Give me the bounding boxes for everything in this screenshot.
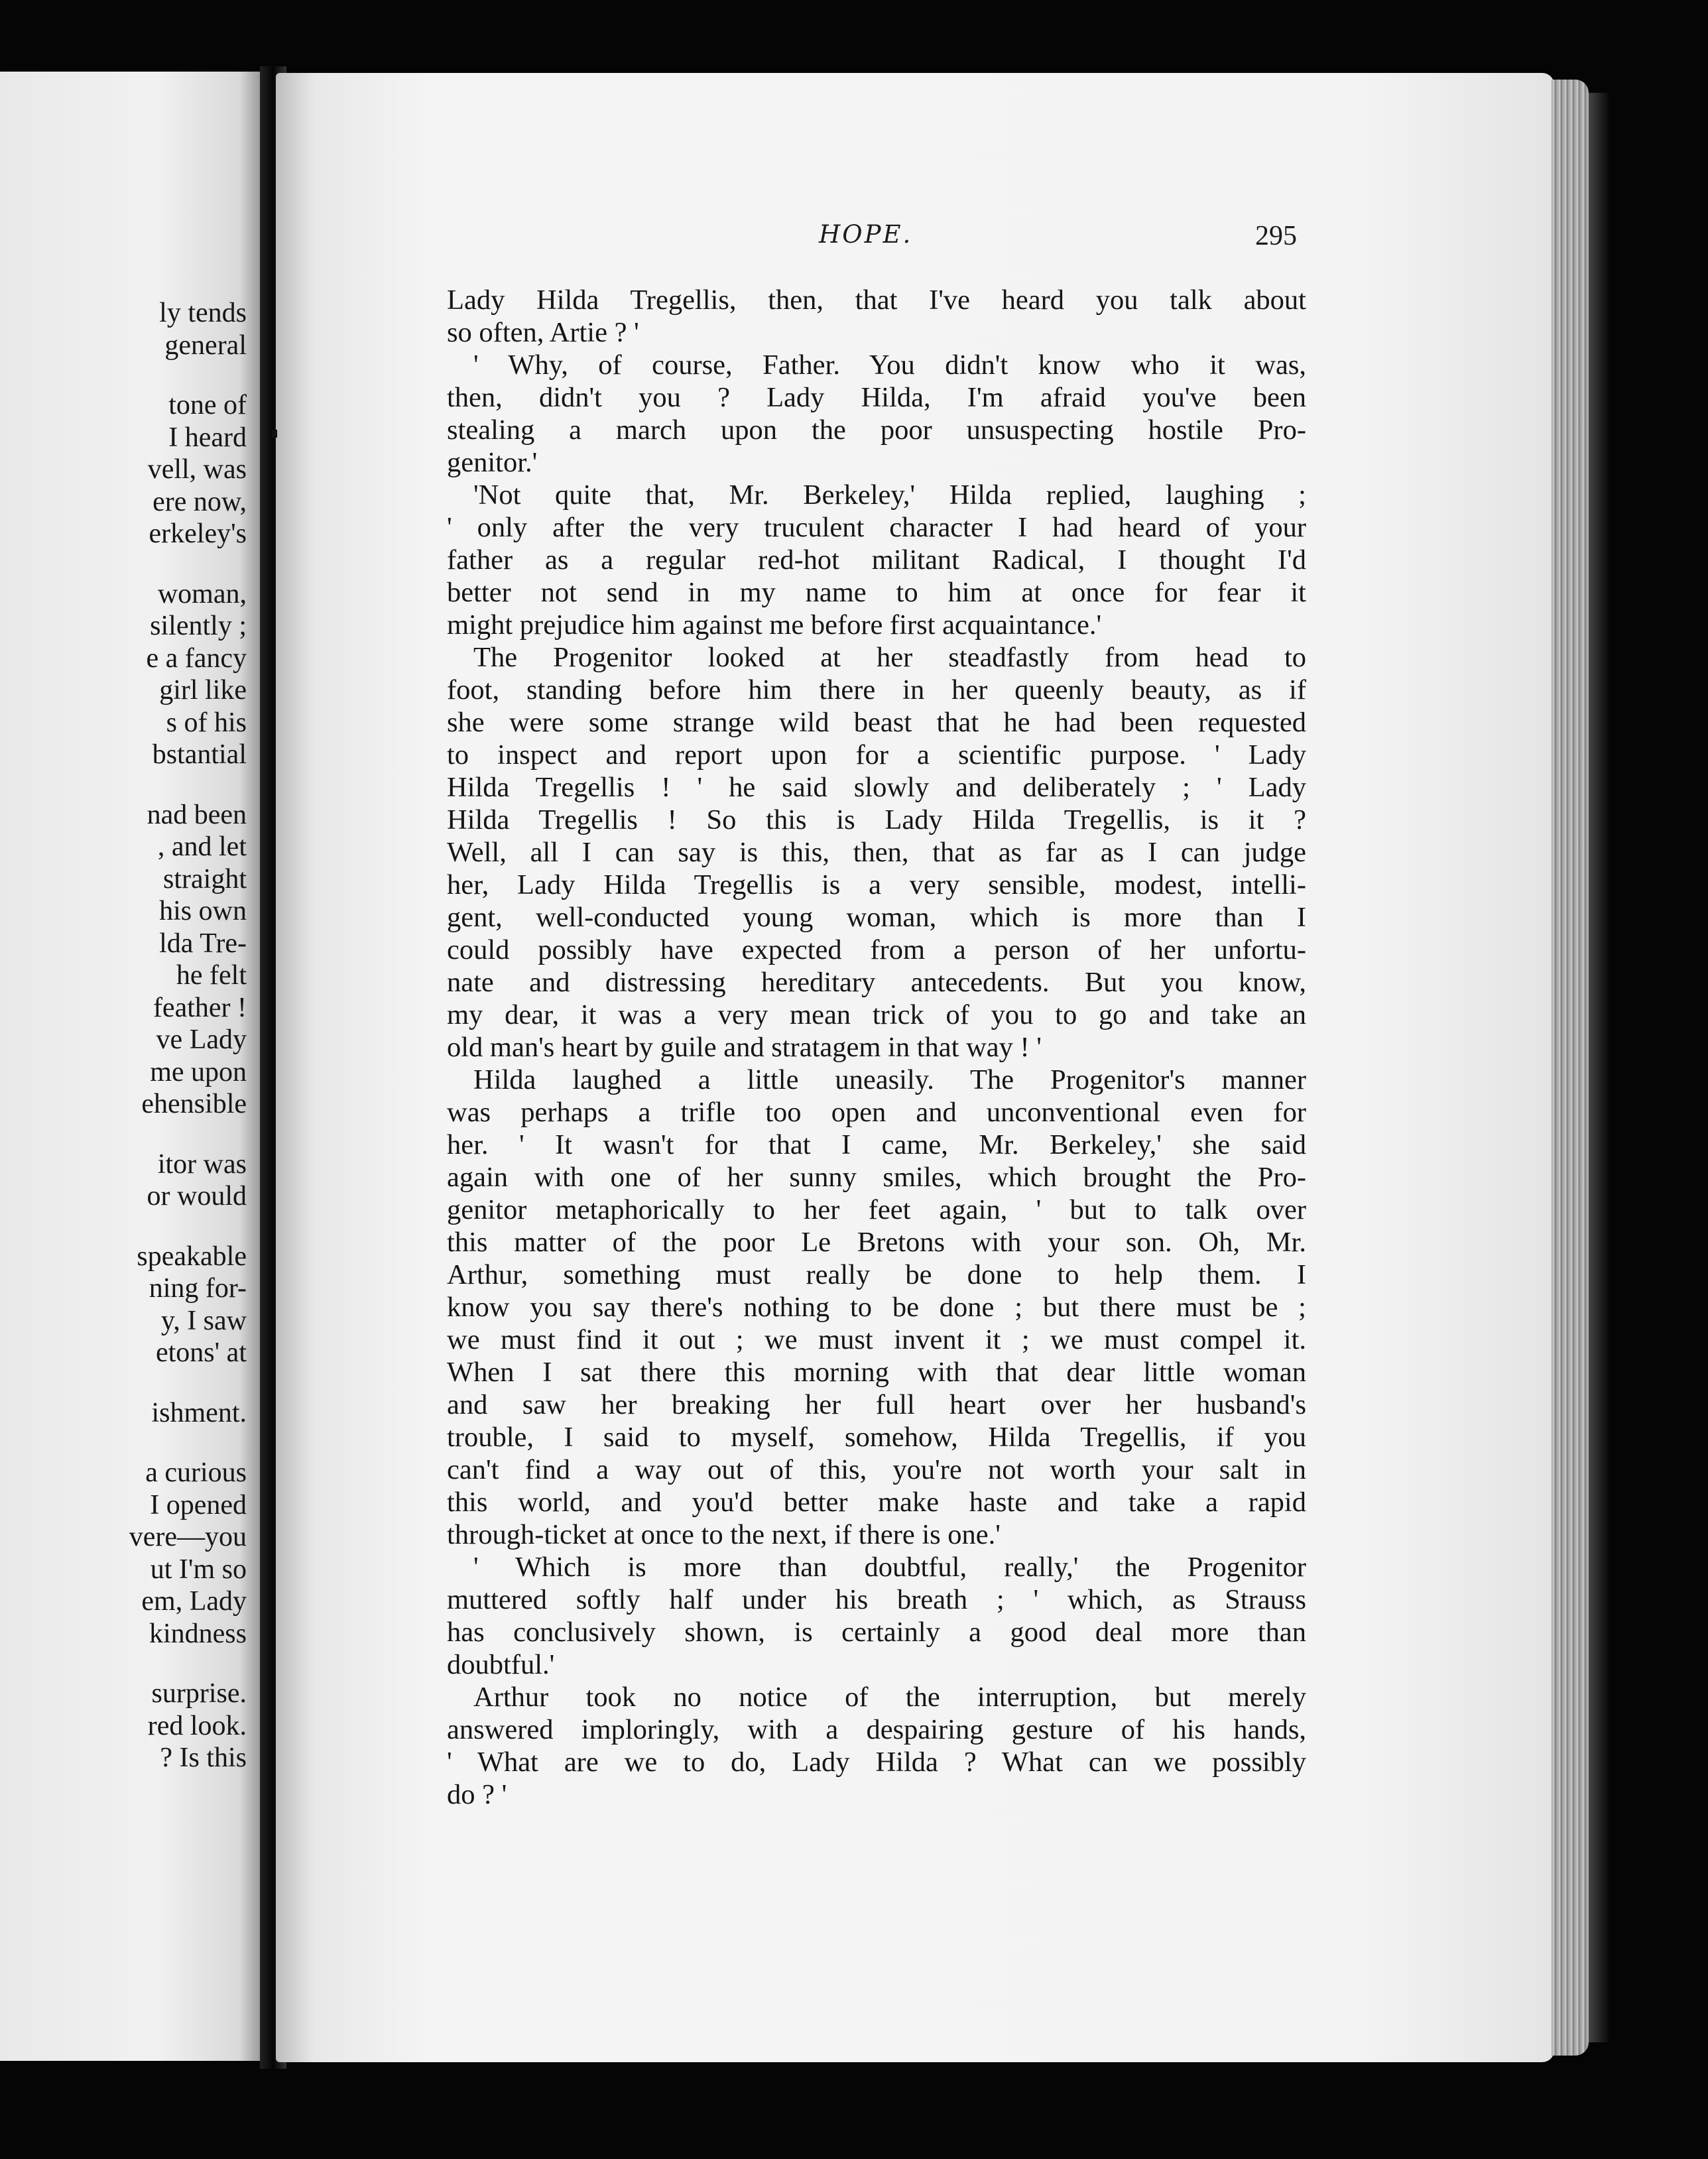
previous-page-fragment: woman, [157, 578, 247, 609]
text-line: might prejudice him against me before first acquaintance.' [447, 609, 1102, 641]
text-line: nate and distressing hereditary antecedents. But you know, [447, 967, 1306, 998]
previous-page-fragment: ve Lady [156, 1024, 247, 1055]
text-line: When I sat there this morning with that dear little woman [447, 1357, 1306, 1388]
text-line: ' What are we to do, Lady Hilda ? What can we possibly [447, 1747, 1306, 1778]
text-line: genitor metaphorically to her feet again, ' but to talk over [447, 1194, 1306, 1225]
body-text [447, 284, 1306, 1811]
previous-page-fragment: ? Is this [160, 1743, 247, 1773]
text-line: we must find it out ; we must invent it ; we must compel it. [447, 1324, 1306, 1355]
margin-mark [272, 430, 277, 438]
text-line: 'Not quite that, Mr. Berkeley,' Hilda replied, laughing ; [473, 479, 1306, 511]
text-line: Hilda Tregellis ! So this is Lady Hilda Tregellis, is it ? [447, 804, 1306, 835]
previous-page-fragment: silently ; [150, 611, 247, 641]
previous-page-fragment: etons' at [155, 1337, 247, 1368]
text-line: can't find a way out of this, you're not worth your salt in [447, 1454, 1306, 1485]
text-line: gent, well-conducted young woman, which is more than I [447, 902, 1306, 933]
previous-page-fragment: ly tends [159, 298, 247, 328]
previous-page-fragment: I opened [150, 1489, 247, 1520]
previous-page-fragment: he felt [176, 960, 247, 991]
previous-page-fragment: vell, was [147, 454, 247, 485]
running-head: HOPE. [819, 220, 913, 249]
text-line: do ? ' [447, 1779, 507, 1810]
previous-page-fragment: bstantial [152, 739, 247, 770]
previous-page-fragment: red look. [147, 1710, 247, 1741]
previous-page-fragment: surprise. [151, 1678, 247, 1709]
previous-page-fragment: nad been [147, 799, 247, 830]
text-line: Hilda laughed a little uneasily. The Progenitor's manner [473, 1064, 1306, 1095]
previous-page-fragment: ishment. [151, 1397, 247, 1428]
text-line: old man's heart by guile and stratagem in that way ! ' [447, 1032, 1042, 1063]
previous-page-fragment: kindness [149, 1618, 247, 1649]
previous-page-fragment: his own [159, 896, 247, 926]
text-line: The Progenitor looked at her steadfastly from head to [473, 642, 1306, 673]
previous-page-fragment: erkeley's [149, 519, 247, 549]
previous-page-fragment: or would [147, 1181, 247, 1211]
text-line: to inspect and report upon for a scientific purpose. ' Lady [447, 739, 1306, 771]
text-line: through-ticket at once to the next, if there is one.' [447, 1519, 1001, 1550]
text-line: Arthur, something must really be done to help them. I [447, 1259, 1306, 1290]
previous-page-fragment: lda Tre- [159, 928, 247, 959]
previous-page-text-fragments [0, 72, 247, 2061]
text-line: know you say there's nothing to be done ; but there must be ; [447, 1292, 1306, 1323]
text-line: Arthur took no notice of the interruption, but merely [473, 1682, 1306, 1713]
previous-page-fragment: ehensible [141, 1089, 247, 1119]
text-line: ' Why, of course, Father. You didn't know who it was, [473, 349, 1306, 381]
previous-page-fragment: speakable [137, 1241, 247, 1272]
previous-page-fragment: a curious [145, 1457, 247, 1488]
text-line: muttered softly half under his breath ; ' which, as Strauss [447, 1584, 1306, 1615]
text-line: ' only after the very truculent character I had heard of your [447, 512, 1306, 543]
text-line: was perhaps a trifle too open and unconventional even for [447, 1097, 1306, 1128]
previous-page-fragment: I heard [168, 422, 247, 453]
previous-page-fragment: straight [163, 863, 247, 894]
text-line: she were some strange wild beast that he had been requested [447, 707, 1306, 738]
previous-page-fragment: vere—you [129, 1522, 247, 1552]
text-line: better not send in my name to him at once for fear it [447, 577, 1306, 608]
text-line: her. ' It wasn't for that I came, Mr. Berkeley,' she said [447, 1129, 1306, 1160]
previous-page-fragment: girl like [159, 675, 247, 706]
page-fore-edge [1552, 80, 1589, 2056]
previous-page-fragment: feather ! [152, 992, 247, 1023]
text-line: her, Lady Hilda Tregellis is a very sensible, modest, intelli- [447, 869, 1306, 900]
text-line: foot, standing before him there in her queenly beauty, as if [447, 674, 1306, 706]
previous-page-fragment: ere now, [152, 486, 247, 517]
previous-page-fragment: general [164, 330, 247, 361]
text-line: Hilda Tregellis ! ' he said slowly and deliberately ; ' Lady [447, 772, 1306, 803]
previous-page-fragment: itor was [157, 1148, 247, 1180]
previous-page-fragment: y, I saw [160, 1305, 247, 1336]
text-line: has conclusively shown, is certainly a good deal more than [447, 1617, 1306, 1648]
previous-page-fragment: e a fancy [146, 643, 247, 674]
text-line: so often, Artie ? ' [447, 317, 639, 348]
previous-page-fragment: ut I'm so [150, 1554, 247, 1585]
text-line: ' Which is more than doubtful, really,' the Progenitor [473, 1552, 1306, 1583]
text-line: Well, all I can say is this, then, that as far as I can judge [447, 837, 1306, 868]
previous-page-fragment: em, Lady [141, 1586, 247, 1617]
previous-page-fragment: , and let [157, 832, 247, 862]
previous-page-fragment: ning for- [149, 1273, 247, 1304]
text-line: answered imploringly, with a despairing gesture of his hands, [447, 1714, 1306, 1745]
text-line: Lady Hilda Tregellis, then, that I've heard you talk about [447, 284, 1306, 316]
text-line: then, didn't you ? Lady Hilda, I'm afraid you've been [447, 382, 1306, 413]
text-line: again with one of her sunny smiles, which brought the Pro- [447, 1162, 1306, 1193]
text-line: could possibly have expected from a person of her unfortu- [447, 934, 1306, 965]
previous-page-fragment: s of his [166, 707, 247, 738]
text-line: this world, and you'd better make haste and take a rapid [447, 1487, 1306, 1518]
text-line: this matter of the poor Le Bretons with your son. Oh, Mr. [447, 1227, 1306, 1258]
text-line: doubtful.' [447, 1649, 555, 1680]
text-line: my dear, it was a very mean trick of you to go and take an [447, 999, 1306, 1030]
fore-edge-shadow [1589, 93, 1609, 2042]
previous-page-fragment: me upon [150, 1056, 247, 1087]
text-line: genitor.' [447, 447, 538, 478]
previous-page [0, 72, 260, 2061]
text-line: father as a regular red-hot militant Radical, I thought I'd [447, 544, 1306, 576]
previous-page-fragment: tone of [168, 390, 247, 420]
page-number: 295 [1255, 221, 1297, 251]
text-line: trouble, I said to myself, somehow, Hilda Tregellis, if you [447, 1422, 1306, 1453]
text-line: and saw her breaking her full heart over her husband's [447, 1389, 1306, 1420]
text-line: stealing a march upon the poor unsuspecting hostile Pro- [447, 414, 1306, 446]
